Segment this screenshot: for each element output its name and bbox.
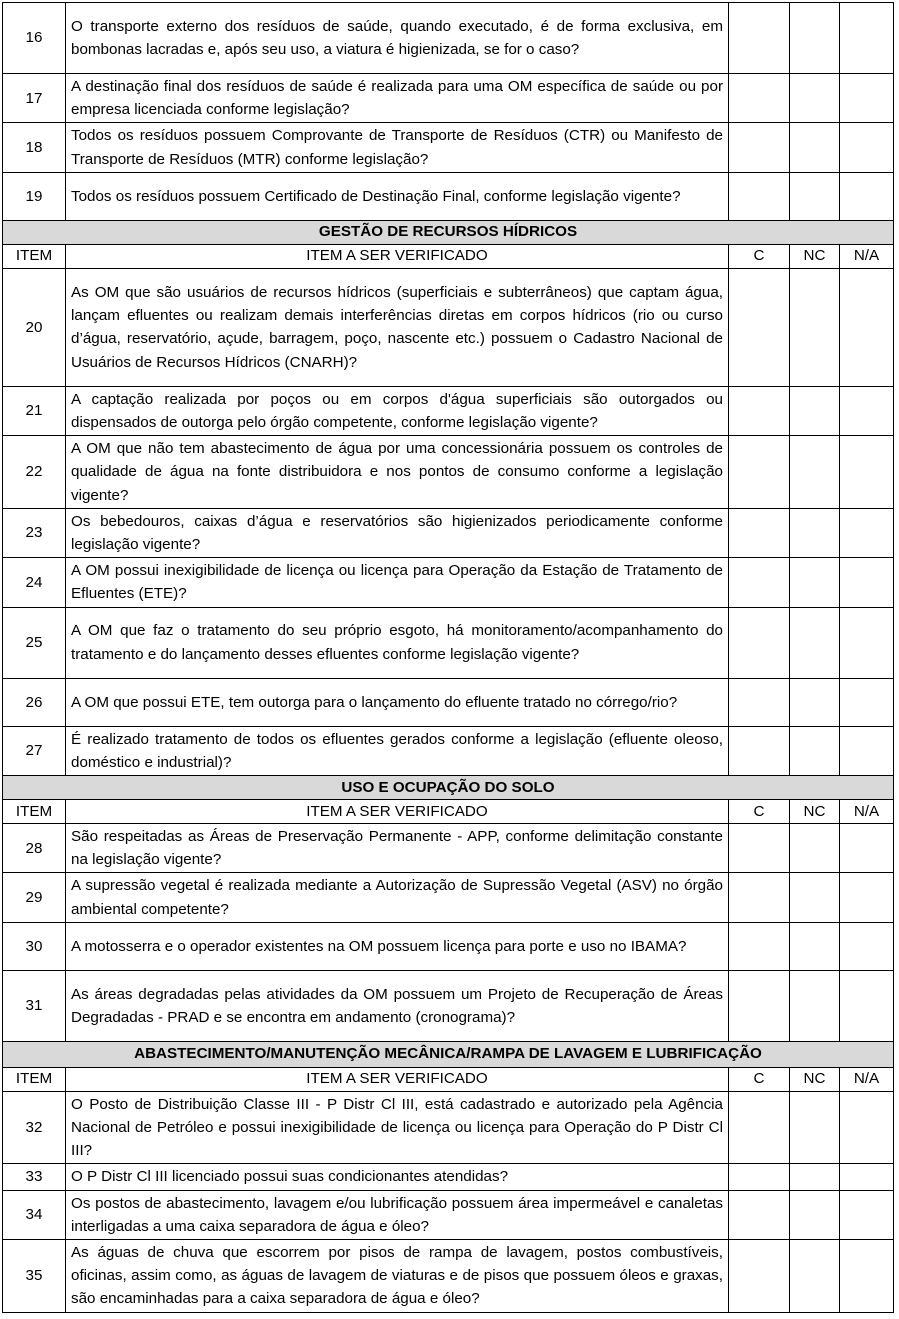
non-compliant-cell[interactable] [790, 1164, 840, 1190]
column-header-na: N/A [840, 244, 894, 268]
column-header-row [3, 800, 894, 824]
compliant-cell[interactable] [729, 922, 790, 970]
not-applicable-cell[interactable] [840, 386, 894, 435]
table-row [3, 172, 894, 220]
table-row [3, 970, 894, 1041]
non-compliant-cell[interactable] [790, 970, 840, 1041]
not-applicable-cell[interactable] [840, 558, 894, 607]
non-compliant-cell[interactable] [790, 172, 840, 220]
item-description: A motosserra e o operador existentes na OM possuem licença para porte e uso no IBAMA? [66, 922, 729, 970]
column-header-row [3, 1067, 894, 1091]
item-number: 22 [3, 436, 66, 509]
section-heading-row [3, 776, 894, 800]
non-compliant-cell[interactable] [790, 1190, 840, 1239]
non-compliant-cell[interactable] [790, 386, 840, 435]
item-number: 28 [3, 824, 66, 873]
not-applicable-cell[interactable] [840, 824, 894, 873]
not-applicable-cell[interactable] [840, 726, 894, 775]
checklist-table [2, 2, 894, 1313]
item-number: 18 [3, 123, 66, 172]
table-row [3, 873, 894, 922]
item-description: As OM que são usuários de recursos hídricos (superficiais e subterrâneos) que captam água, lançam efluentes ou realizam demais interferências diretas em corpos hídricos (rio ou curso d’água, reservatório, açude, barragem, poço, nascente etc.) possuem o Cadastro Nacional de Usuários de Recursos Hídricos (CNARH)? [66, 268, 729, 386]
table-row [3, 1240, 894, 1313]
not-applicable-cell[interactable] [840, 922, 894, 970]
column-header-item: ITEM [3, 800, 66, 824]
not-applicable-cell[interactable] [840, 268, 894, 386]
item-number: 32 [3, 1091, 66, 1164]
item-description: A OM possui inexigibilidade de licença ou licença para Operação da Estação de Tratamento de Efluentes (ETE)? [66, 558, 729, 607]
not-applicable-cell[interactable] [840, 436, 894, 509]
table-row [3, 558, 894, 607]
table-row [3, 268, 894, 386]
column-header-description: ITEM A SER VERIFICADO [66, 1067, 729, 1091]
compliant-cell[interactable] [729, 3, 790, 74]
not-applicable-cell[interactable] [840, 607, 894, 678]
non-compliant-cell[interactable] [790, 607, 840, 678]
column-header-c: C [729, 1067, 790, 1091]
item-description: Todos os resíduos possuem Comprovante de Transporte de Resíduos (CTR) ou Manifesto de Transporte de Resíduos (MTR) conforme legislação? [66, 123, 729, 172]
compliant-cell[interactable] [729, 268, 790, 386]
compliant-cell[interactable] [729, 74, 790, 123]
item-description: A OM que não tem abastecimento de água por uma concessionária possuem os controles de qualidade de água na fonte distribuidora e nos pontos de consumo conforme a legislação vigente? [66, 436, 729, 509]
compliant-cell[interactable] [729, 1240, 790, 1313]
not-applicable-cell[interactable] [840, 172, 894, 220]
not-applicable-cell[interactable] [840, 3, 894, 74]
compliant-cell[interactable] [729, 824, 790, 873]
item-description: É realizado tratamento de todos os efluentes gerados conforme a legislação (efluente oleoso, doméstico e industrial)? [66, 726, 729, 775]
not-applicable-cell[interactable] [840, 873, 894, 922]
column-header-item: ITEM [3, 244, 66, 268]
table-row [3, 678, 894, 726]
item-number: 30 [3, 922, 66, 970]
table-row [3, 508, 894, 557]
item-number: 20 [3, 268, 66, 386]
non-compliant-cell[interactable] [790, 726, 840, 775]
non-compliant-cell[interactable] [790, 1240, 840, 1313]
not-applicable-cell[interactable] [840, 74, 894, 123]
table-row [3, 607, 894, 678]
item-description: O P Distr Cl III licenciado possui suas condicionantes atendidas? [66, 1164, 729, 1190]
section-title: GESTÃO DE RECURSOS HÍDRICOS [3, 220, 894, 244]
table-row [3, 74, 894, 123]
compliant-cell[interactable] [729, 1190, 790, 1239]
item-number: 23 [3, 508, 66, 557]
item-number: 17 [3, 74, 66, 123]
checklist-body [3, 3, 894, 1313]
compliant-cell[interactable] [729, 970, 790, 1041]
item-number: 33 [3, 1164, 66, 1190]
compliant-cell[interactable] [729, 508, 790, 557]
item-description: As águas de chuva que escorrem por pisos de rampa de lavagem, postos combustíveis, oficinas, assim como, as águas de lavagem de viaturas e de pisos que possuem óleos e graxas, são encaminhadas para a caixa separadora de água e óleo? [66, 1240, 729, 1313]
item-description: O Posto de Distribuição Classe III - P Distr Cl III, está cadastrado e autorizado pela Agência Nacional de Petróleo e possui inexigibilidade de licença ou licença para Operação do P Distr Cl III? [66, 1091, 729, 1164]
non-compliant-cell[interactable] [790, 508, 840, 557]
table-row [3, 123, 894, 172]
non-compliant-cell[interactable] [790, 824, 840, 873]
table-row [3, 726, 894, 775]
non-compliant-cell[interactable] [790, 123, 840, 172]
item-description: Os postos de abastecimento, lavagem e/ou lubrificação possuem área impermeável e canaletas interligadas a uma caixa separadora de água e óleo? [66, 1190, 729, 1239]
column-header-row [3, 244, 894, 268]
not-applicable-cell[interactable] [840, 123, 894, 172]
not-applicable-cell[interactable] [840, 1091, 894, 1164]
not-applicable-cell[interactable] [840, 1240, 894, 1313]
table-row [3, 386, 894, 435]
item-number: 25 [3, 607, 66, 678]
item-description: A OM que faz o tratamento do seu próprio esgoto, há monitoramento/acompanhamento do tratamento e do lançamento desses efluentes conforme legislação vigente? [66, 607, 729, 678]
column-header-c: C [729, 244, 790, 268]
compliant-cell[interactable] [729, 123, 790, 172]
section-title: USO E OCUPAÇÃO DO SOLO [3, 776, 894, 800]
column-header-nc: NC [790, 244, 840, 268]
item-number: 24 [3, 558, 66, 607]
non-compliant-cell[interactable] [790, 678, 840, 726]
item-description: A supressão vegetal é realizada mediante a Autorização de Supressão Vegetal (ASV) no órgão ambiental competente? [66, 873, 729, 922]
item-number: 21 [3, 386, 66, 435]
item-number: 16 [3, 3, 66, 74]
non-compliant-cell[interactable] [790, 436, 840, 509]
item-number: 27 [3, 726, 66, 775]
item-description: A destinação final dos resíduos de saúde é realizada para uma OM específica de saúde ou por empresa licenciada conforme legislação? [66, 74, 729, 123]
item-description: As áreas degradadas pelas atividades da OM possuem um Projeto de Recuperação de Áreas Degradadas - PRAD e se encontra em andamento (cronograma)? [66, 970, 729, 1041]
item-description: São respeitadas as Áreas de Preservação Permanente - APP, conforme delimitação constante na legislação vigente? [66, 824, 729, 873]
column-header-nc: NC [790, 1067, 840, 1091]
item-number: 26 [3, 678, 66, 726]
compliant-cell[interactable] [729, 873, 790, 922]
table-row [3, 436, 894, 509]
non-compliant-cell[interactable] [790, 922, 840, 970]
checklist-page [2, 2, 893, 1313]
column-header-c: C [729, 800, 790, 824]
non-compliant-cell[interactable] [790, 1091, 840, 1164]
table-row [3, 1190, 894, 1239]
compliant-cell[interactable] [729, 607, 790, 678]
item-description: Os bebedouros, caixas d’água e reservatórios são higienizados periodicamente conforme legislação vigente? [66, 508, 729, 557]
non-compliant-cell[interactable] [790, 558, 840, 607]
item-description: Todos os resíduos possuem Certificado de Destinação Final, conforme legislação vigente? [66, 172, 729, 220]
table-row [3, 1091, 894, 1164]
item-number: 19 [3, 172, 66, 220]
table-row [3, 922, 894, 970]
section-heading-row [3, 1041, 894, 1067]
non-compliant-cell[interactable] [790, 3, 840, 74]
compliant-cell[interactable] [729, 678, 790, 726]
column-header-na: N/A [840, 1067, 894, 1091]
compliant-cell[interactable] [729, 436, 790, 509]
item-number: 35 [3, 1240, 66, 1313]
compliant-cell[interactable] [729, 558, 790, 607]
non-compliant-cell[interactable] [790, 268, 840, 386]
compliant-cell[interactable] [729, 726, 790, 775]
column-header-description: ITEM A SER VERIFICADO [66, 244, 729, 268]
non-compliant-cell[interactable] [790, 74, 840, 123]
compliant-cell[interactable] [729, 386, 790, 435]
item-number: 34 [3, 1190, 66, 1239]
compliant-cell[interactable] [729, 172, 790, 220]
column-header-item: ITEM [3, 1067, 66, 1091]
column-header-na: N/A [840, 800, 894, 824]
section-heading-row [3, 220, 894, 244]
compliant-cell[interactable] [729, 1091, 790, 1164]
column-header-nc: NC [790, 800, 840, 824]
not-applicable-cell[interactable] [840, 1190, 894, 1239]
compliant-cell[interactable] [729, 1164, 790, 1190]
section-title: ABASTECIMENTO/MANUTENÇÃO MECÂNICA/RAMPA DE LAVAGEM E LUBRIFICAÇÃO [3, 1041, 894, 1067]
item-description: A OM que possui ETE, tem outorga para o lançamento do efluente tratado no córrego/rio? [66, 678, 729, 726]
not-applicable-cell[interactable] [840, 508, 894, 557]
item-description: O transporte externo dos resíduos de saúde, quando executado, é de forma exclusiva, em bombonas lacradas e, após seu uso, a viatura é higienizada, se for o caso? [66, 3, 729, 74]
table-row [3, 3, 894, 74]
not-applicable-cell[interactable] [840, 970, 894, 1041]
item-description: A captação realizada por poços ou em corpos d'água superficiais são outorgados ou dispensados de outorga pelo órgão competente, conforme legislação vigente? [66, 386, 729, 435]
item-number: 31 [3, 970, 66, 1041]
item-number: 29 [3, 873, 66, 922]
not-applicable-cell[interactable] [840, 1164, 894, 1190]
table-row [3, 824, 894, 873]
non-compliant-cell[interactable] [790, 873, 840, 922]
column-header-description: ITEM A SER VERIFICADO [66, 800, 729, 824]
table-row [3, 1164, 894, 1190]
not-applicable-cell[interactable] [840, 678, 894, 726]
